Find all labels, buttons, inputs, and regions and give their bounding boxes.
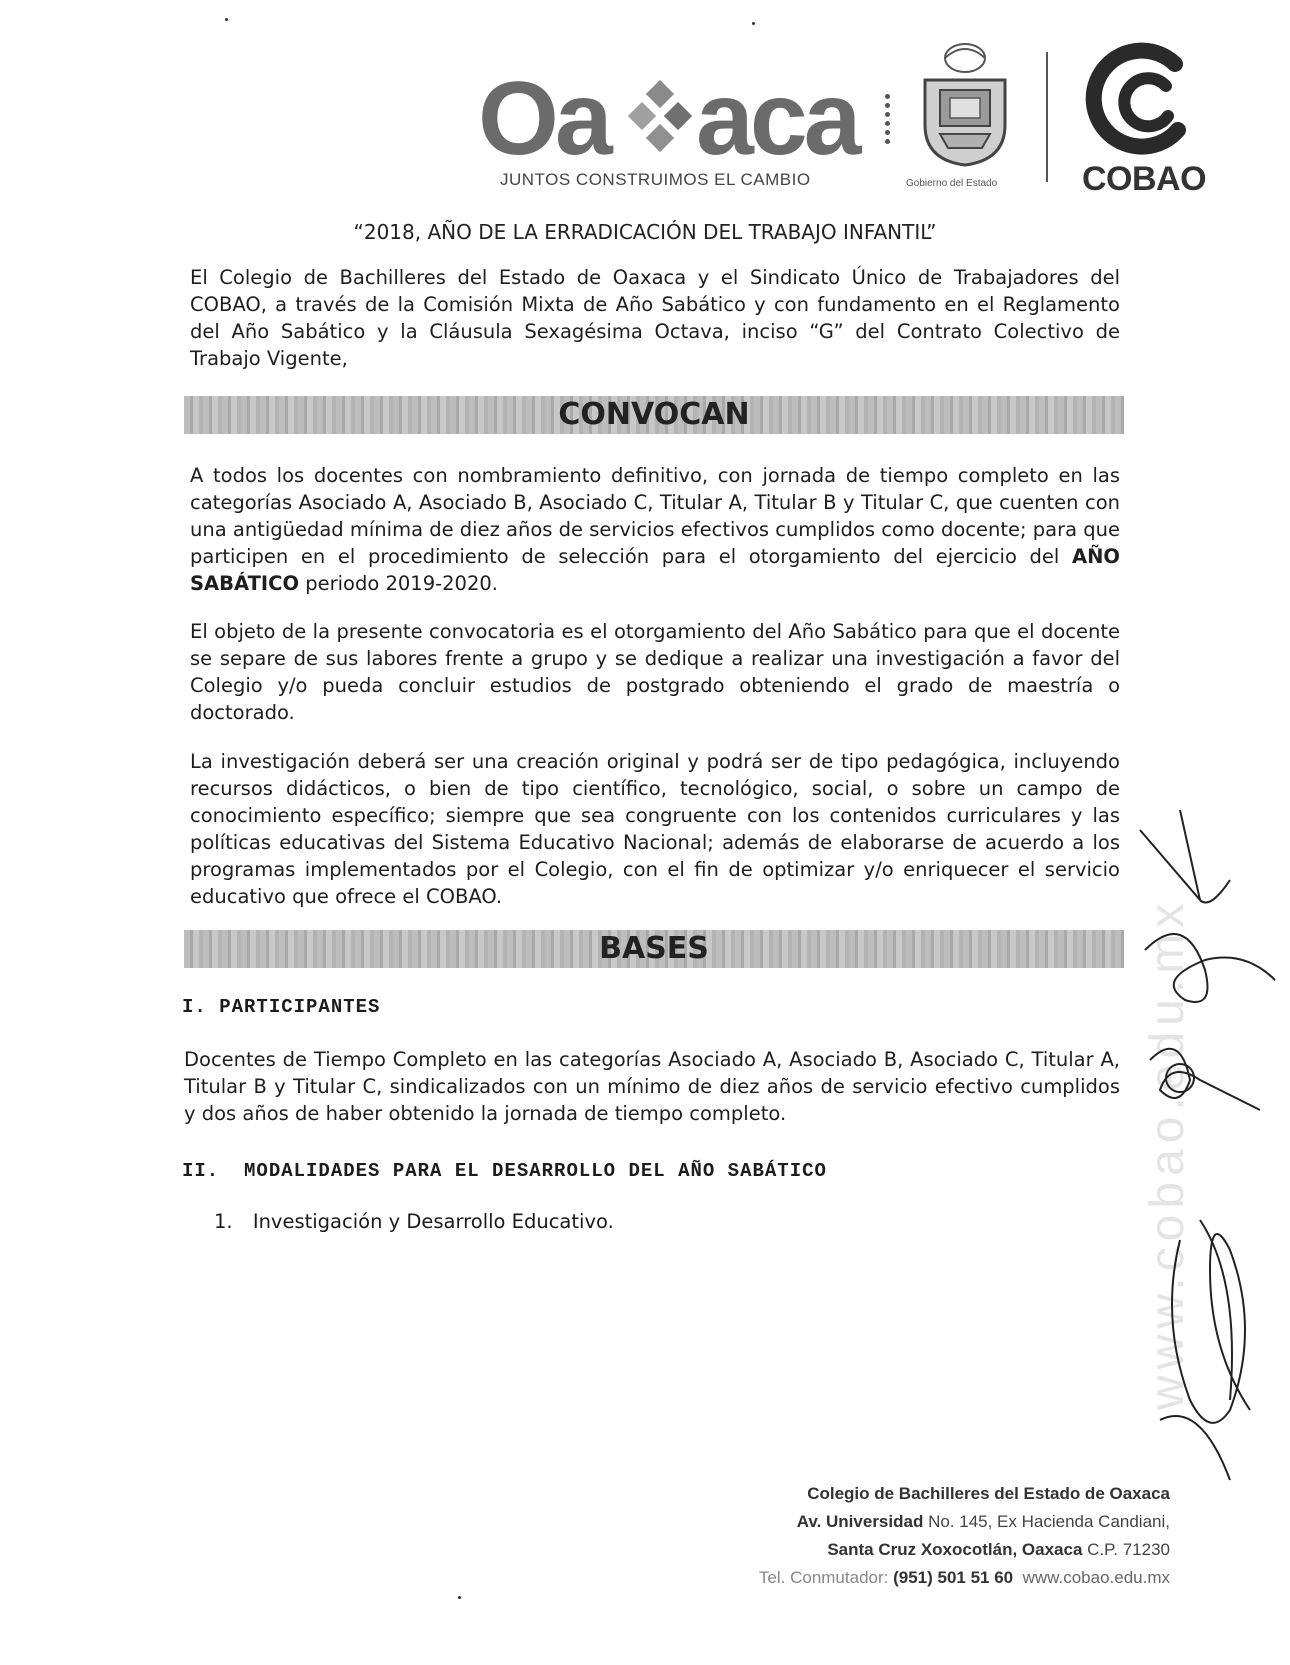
intro-paragraph: El Colegio de Bachilleres del Estado de Oaxaca y el Sindicato Único de Trabajadores del COBAO, a través de la Comisión Mixta de Año Sabático y con fundamento en el Reglamento del Año Sabático y la Cláusula Sexagésima Octava, inciso “G” del Contrato Colectivo de Trabajo Vigente, xyxy=(190,266,1120,370)
footer-line2-bold: Av. Universidad xyxy=(796,1512,924,1531)
footer-line1: Colegio de Bachilleres del Estado de Oaxaca xyxy=(807,1484,1170,1503)
list-item-number: 1. xyxy=(214,1210,233,1233)
separator-dots xyxy=(885,90,893,148)
list-item xyxy=(214,1210,614,1233)
section-modalidades-heading: II. MODALIDADES PARA EL DESARROLLO DEL AÑO SABÁTICO xyxy=(182,1160,827,1182)
bases-heading: BASES xyxy=(599,931,709,966)
investigacion-paragraph: La investigación deberá ser una creación original y podrá ser de tipo pedagógica, incluyendo recursos didácticos, o bien de tipo científico, tecnológico, social, o sobre un campo de conocimiento específico; siempre que sea congruente con los contenidos curriculares y las políticas educativas del Sistema Educativo Nacional; además de elaborarse de acuerdo a los programas implementados por el Colegio, con el fin de optimizar y/o enriquecer el servicio educativo que ofrece el COBAO. xyxy=(190,750,1120,908)
convocan-paragraph xyxy=(190,462,1120,597)
bases-band xyxy=(184,930,1124,968)
section-participantes-heading: I. PARTICIPANTES xyxy=(182,996,381,1018)
oaxaca-logo-graphic xyxy=(478,61,858,177)
objeto-paragraph: El objeto de la presente convocatoria es el otorgamiento del Año Sabático para que el docente se separe de sus labores frente a grupo y se dedique a realizar una investigación a favor del Colegio y/o pueda concluir estudios de postgrado obteniendo el grado de maestría o doctorado. xyxy=(190,620,1120,724)
scan-speck xyxy=(225,18,228,21)
list-item-text: Investigación y Desarrollo Educativo. xyxy=(252,1210,614,1233)
gov-label: Gobierno del Estado xyxy=(906,178,998,189)
svg-text:aca: aca xyxy=(696,61,858,177)
slogan: JUNTOS CONSTRUIMOS EL CAMBIO xyxy=(500,170,811,189)
year-motto: “2018, AÑO DE LA ERRADICACIÓN DEL TRABAJO INFANTIL” xyxy=(353,220,937,244)
footer-address xyxy=(650,1480,1170,1592)
convocan-band xyxy=(184,396,1124,434)
state-seal-icon xyxy=(910,40,1020,170)
footer-line3-bold: Santa Cruz Xoxocotlán, Oaxaca xyxy=(827,1540,1083,1559)
scan-speck xyxy=(752,22,755,25)
convocan-text-a: A todos los docentes con nombramiento definitivo, con jornada de tiempo completo en las categorías Asociado A, Asociado B, Asociado C, Titular A, Titular B y Titular C, que cuenten con una antigüedad mínima de diez años de servicios efectivos cumplidos como docente; para que participen en el procedimiento de selección para el otorgamiento del ejercicio del xyxy=(190,464,1120,568)
footer-web: www.cobao.edu.mx xyxy=(1013,1568,1170,1587)
handwritten-signatures xyxy=(1140,820,1290,1540)
convocan-heading: CONVOCAN xyxy=(558,397,750,432)
convocan-text-b: periodo 2019-2020. xyxy=(299,572,498,595)
cobao-logo-icon xyxy=(1080,50,1190,155)
convocan-bold: AÑO SABÁTICO xyxy=(190,545,1120,595)
footer-phone: (951) 501 51 60 xyxy=(893,1568,1014,1587)
participantes-paragraph: Docentes de Tiempo Completo en las categorías Asociado A, Asociado B, Asociado C, Titular A, Titular B y Titular C, sindicalizados con un mínimo de diez años de servicio efectivo cumplidos y dos años de haber obtenido la jornada de tiempo completo. xyxy=(184,1048,1120,1125)
header-divider xyxy=(1046,52,1048,182)
svg-text:Oa: Oa xyxy=(478,61,609,177)
scan-speck xyxy=(458,1596,461,1599)
footer-tel-label: Tel. Conmutador: xyxy=(758,1568,894,1587)
footer-line2-rest: No. 145, Ex Hacienda Candiani, xyxy=(923,1512,1170,1531)
footer-line3-rest: C.P. 71230 xyxy=(1082,1540,1170,1559)
watermark-text: www.cobao.edu.mx xyxy=(1141,897,1194,1410)
cobao-label: COBAO xyxy=(1082,160,1207,198)
